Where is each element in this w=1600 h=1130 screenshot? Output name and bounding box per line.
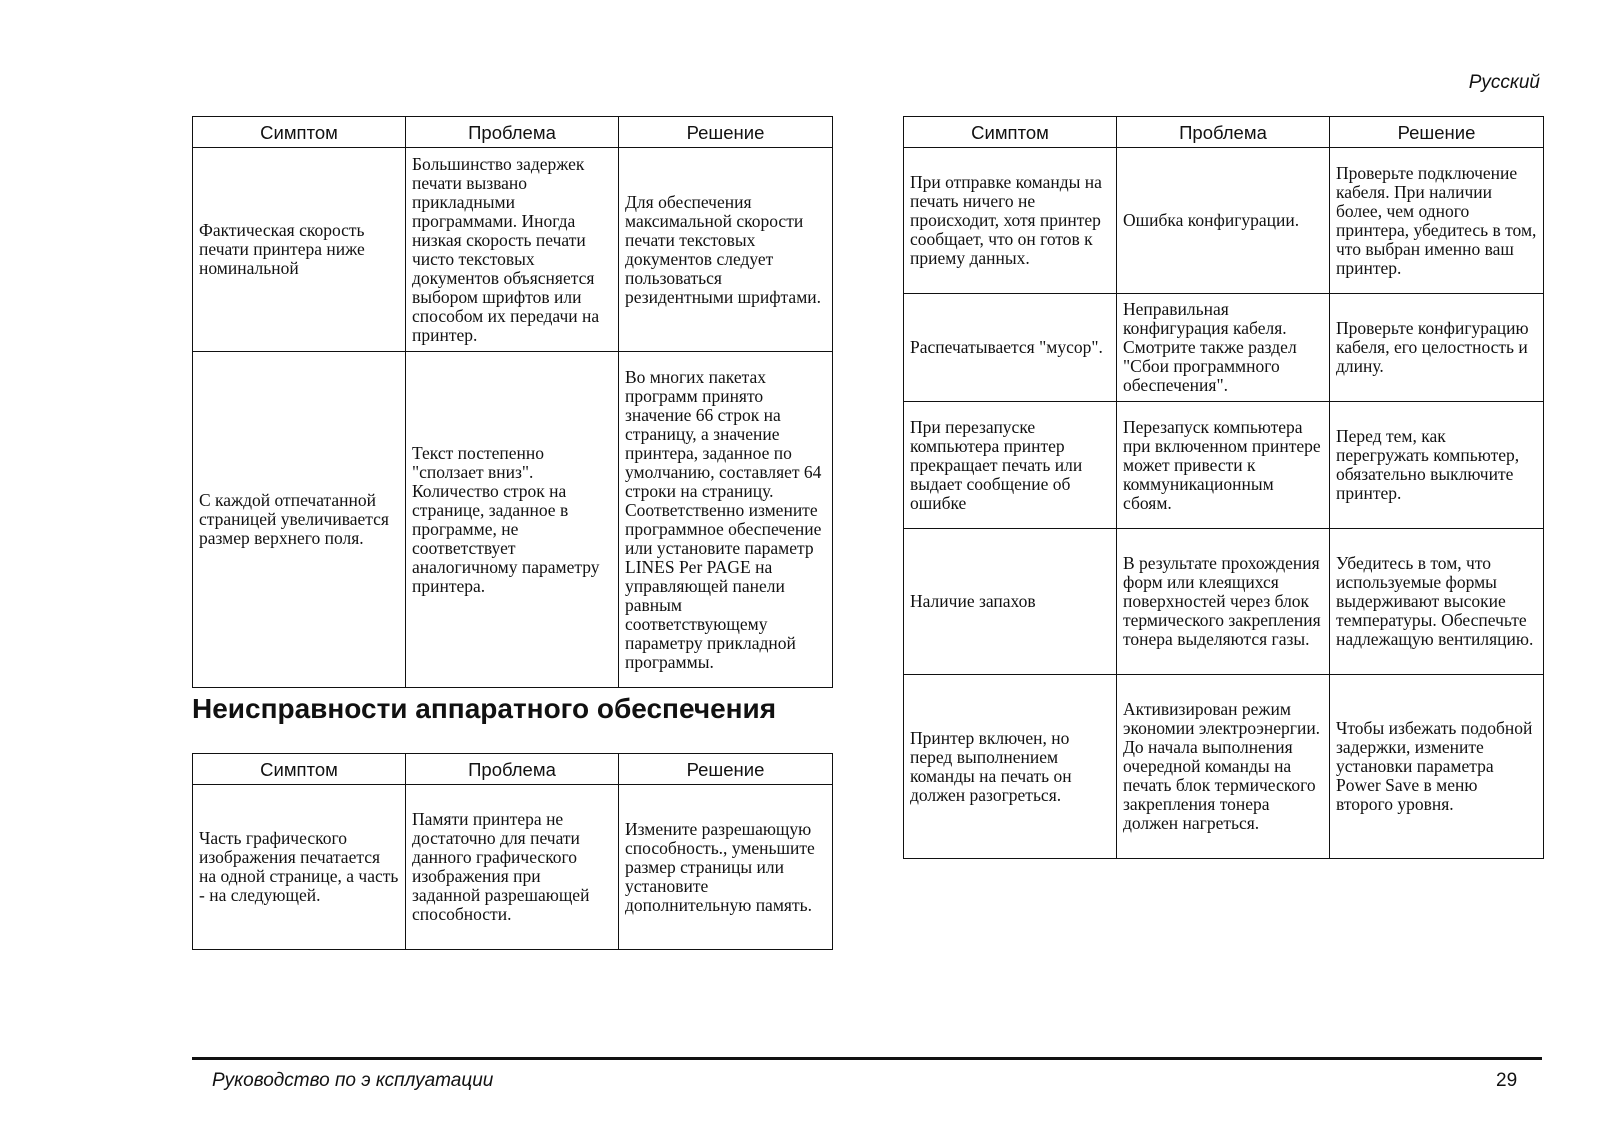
problem-cell: Активизирован режим экономии электроэнергии. До начала выполнения очередной команды на печать блок термического закрепления тонера должен нагреться. [1117, 675, 1330, 859]
column-header-problem: Проблема [406, 117, 619, 148]
symptom-cell: При перезапуске компьютера принтер прекращает печать или выдает сообщение об ошибке [904, 402, 1117, 529]
language-label: Русский [1468, 72, 1540, 93]
column-header-solution: Решение [619, 754, 833, 785]
symptom-cell: Наличие запахов [904, 529, 1117, 675]
problem-cell: В результате прохождения форм или клеящихся поверхностей через блок термического закрепления тонера выделяются газы. [1117, 529, 1330, 675]
solution-cell: Чтобы избежать подобной задержки, измените установки параметра Power Save в меню второго уровня. [1330, 675, 1544, 859]
problem-cell: Неправильная конфигурация кабеля. Смотрите также раздел "Сбои программного обеспечения". [1117, 294, 1330, 402]
solution-cell: Проверьте конфигурацию кабеля, его целостность и длину. [1330, 294, 1544, 402]
symptom-cell: Часть графического изображения печатается на одной странице, а часть - на следующей. [193, 785, 406, 950]
section-heading: Неисправности аппаратного обеспечения [192, 693, 777, 724]
table-row [904, 148, 1544, 294]
table-row [193, 785, 833, 950]
problem-cell: Ошибка конфигурации. [1117, 148, 1330, 294]
column-header-problem: Проблема [1117, 117, 1330, 148]
problem-cell: Перезапуск компьютера при включенном принтере может привести к коммуникационным сбоям. [1117, 402, 1330, 529]
solution-cell: Проверьте подключение кабеля. При наличии более, чем одного принтера, убедитесь в том, что выбран именно ваш принтер. [1330, 148, 1544, 294]
table-row [193, 148, 833, 352]
column-header-symptom: Симптом [193, 754, 406, 785]
troubleshooting-table-hardware [192, 753, 833, 950]
solution-cell: Перед тем, как перегружать компьютер, обязательно выключите принтер. [1330, 402, 1544, 529]
column-header-symptom: Симптом [193, 117, 406, 148]
footer-title: Руководство по э ксплуатации [212, 1070, 494, 1091]
problem-cell: Памяти принтера не достаточно для печати данного графического изображения при заданной разрешающей способности. [406, 785, 619, 950]
table-header-row [904, 117, 1544, 148]
table-row [904, 294, 1544, 402]
symptom-cell: При отправке команды на печать ничего не происходит, хотя принтер сообщает, что он готов к приему данных. [904, 148, 1117, 294]
solution-cell: Измените разрешающую способность., уменьшите размер страницы или установите дополнительную память. [619, 785, 833, 950]
troubleshooting-table-software [192, 116, 833, 688]
page-number: 29 [1496, 1070, 1518, 1091]
symptom-cell: Распечатывается "мусор". [904, 294, 1117, 402]
table-row [904, 529, 1544, 675]
table-header-row [193, 754, 833, 785]
symptom-cell: С каждой отпечатанной страницей увеличивается размер верхнего поля. [193, 352, 406, 688]
footer-divider [192, 1057, 1542, 1060]
problem-cell: Текст постепенно "сползает вниз". Количество строк на странице, заданное в программе, не соответствует аналогичному параметру принтера. [406, 352, 619, 688]
symptom-cell: Фактическая скорость печати принтера ниже номинальной [193, 148, 406, 352]
table-row [193, 352, 833, 688]
column-header-solution: Решение [619, 117, 833, 148]
column-header-problem: Проблема [406, 754, 619, 785]
table-row [904, 402, 1544, 529]
table-row [904, 675, 1544, 859]
column-header-solution: Решение [1330, 117, 1544, 148]
column-header-symptom: Симптом [904, 117, 1117, 148]
solution-cell: Убедитесь в том, что используемые формы выдерживают высокие температуры. Обеспечьте надлежащую вентиляцию. [1330, 529, 1544, 675]
table-header-row [193, 117, 833, 148]
troubleshooting-table-hardware-continued [903, 116, 1544, 859]
problem-cell: Большинство задержек печати вызвано прикладными программами. Иногда низкая скорость печати чисто текстовых документов объясняется выбором шрифтов или способом их передачи на принтер. [406, 148, 619, 352]
symptom-cell: Принтер включен, но перед выполнением команды на печать он должен разогреться. [904, 675, 1117, 859]
solution-cell: Во многих пакетах программ принято значение 66 строк на страницу, а значение принтера, заданное по умолчанию, составляет 64 строки на страницу. Соответственно измените программное обеспечение или установите параметр LINES Per PAGE на управляющей панели равным соответствующему параметру прикладной программы. [619, 352, 833, 688]
solution-cell: Для обеспечения максимальной скорости печати текстовых документов следует пользоваться резидентными шрифтами. [619, 148, 833, 352]
